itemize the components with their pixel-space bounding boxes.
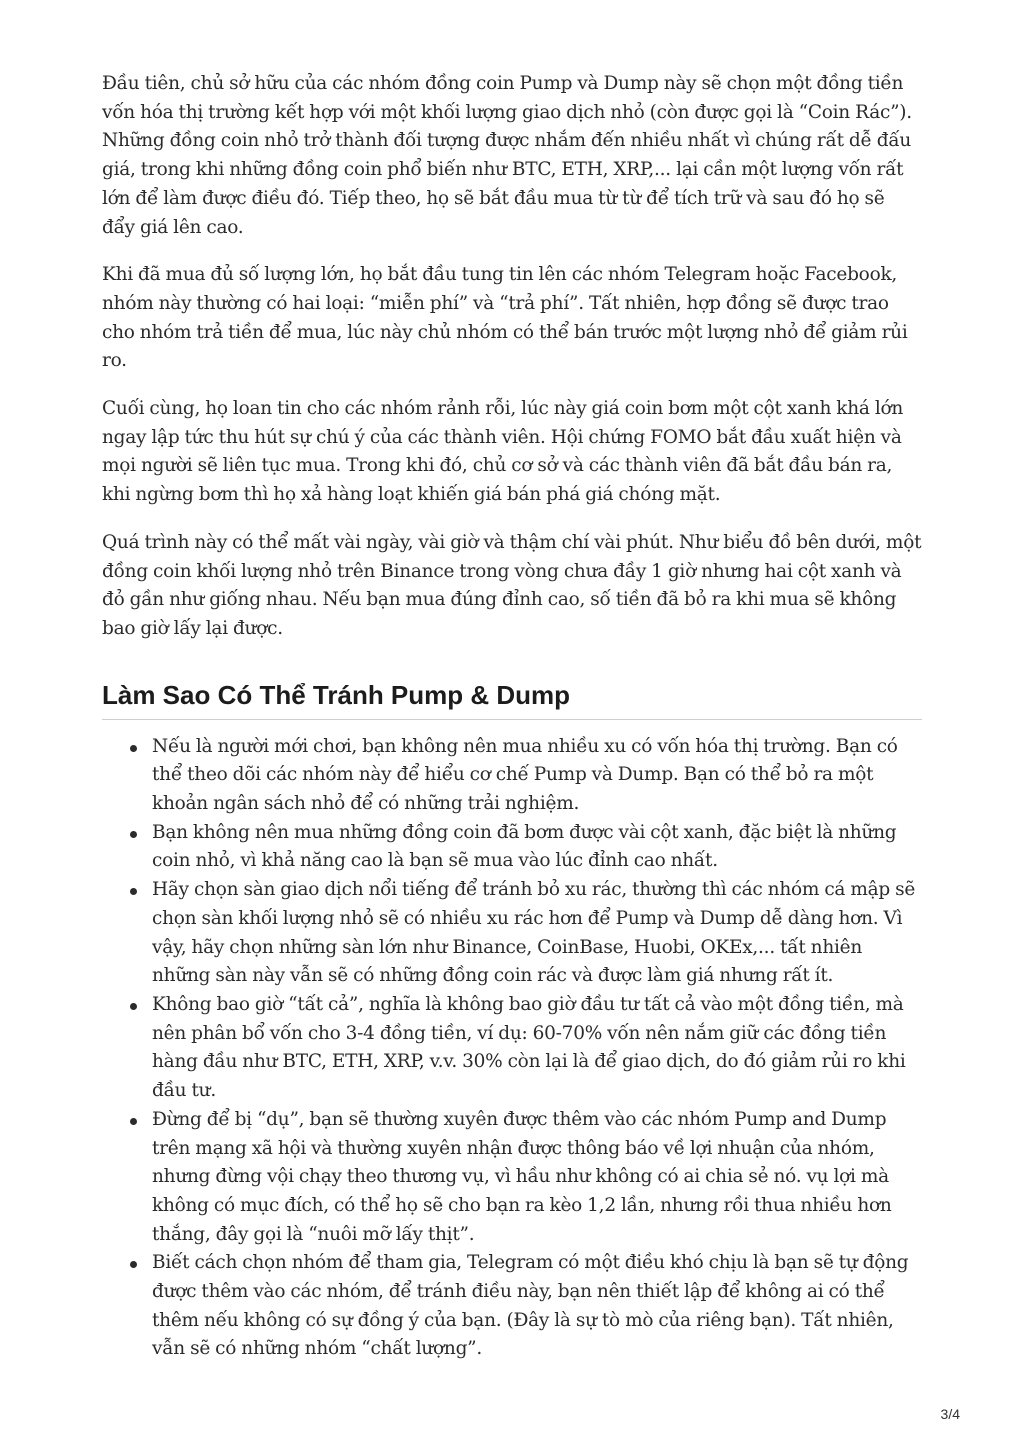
list-item-text: Nếu là người mới chơi, bạn không nên mua nhiều xu có vốn hóa thị trường. Bạn có thể theo dõi các nhóm này để hiểu cơ chế Pump và Dump. Bạn có thể bỏ ra một khoản ngân sách nhỏ để có những trải nghiệm. [152,735,898,815]
section-heading: Làm Sao Có Thể Tránh Pump & Dump [102,680,922,720]
page-number: 3/4 [940,1406,960,1422]
paragraph-1: Đầu tiên, chủ sở hữu của các nhóm đồng coin Pump và Dump này sẽ chọn một đồng tiền vốn hóa thị trường kết hợp với một khối lượng giao dịch nhỏ (còn được gọi là “Coin Rác”). Những đồng coin nhỏ trở thành đối tượng được nhắm đến nhiều nhất vì chúng rất dễ đấu giá, trong khi những đồng coin phổ biến như BTC, ETH, XRP,... lại cần một lượng vốn rất lớn để làm được điều đó. Tiếp theo, họ sẽ bắt đầu mua từ từ để tích trữ và sau đó họ sẽ đẩy giá lên cao. [102,73,912,238]
list-item [152,819,922,876]
list-item-text: Không bao giờ “tất cả”, nghĩa là không bao giờ đầu tư tất cả vào một đồng tiền, mà nên phân bổ vốn cho 3-4 đồng tiền, ví dụ: 60-70% vốn nên nắm giữ các đồng tiền hàng đầu như BTC, ETH, XRP, v.v. 30% còn lại là để giao dịch, do đó giảm rủi ro khi đầu tư. [152,993,906,1102]
bullet-icon [130,1118,137,1125]
list-item [152,876,922,991]
list-item-text: Bạn không nên mua những đồng coin đã bơm được vài cột xanh, đặc biệt là những coin nhỏ, vì khả năng cao là bạn sẽ mua vào lúc đỉnh cao nhất. [152,821,897,872]
bullet-icon [130,831,137,838]
list-item-text: Biết cách chọn nhóm để tham gia, Telegram có một điều khó chịu là bạn sẽ tự động được thêm vào các nhóm, để tránh điều này, bạn nên thiết lập để không ai có thể thêm nếu không có sự đồng ý của bạn. (Đây là sự tò mò của riêng bạn). Tất nhiên, vẫn sẽ có những nhóm “chất lượng”. [152,1252,909,1360]
document-page [102,70,922,1364]
bullet-icon [130,745,137,752]
tips-list [102,733,922,1364]
paragraph-3: Cuối cùng, họ loan tin cho các nhóm rảnh rỗi, lúc này giá coin bơm một cột xanh khá lớn ngay lập tức thu hút sự chú ý của các thành viên. Hội chứng FOMO bắt đầu xuất hiện và mọi người sẽ liên tục mua. Trong khi đó, chủ cơ sở và các thành viên đã bắt đầu bán ra, khi ngừng bơm thì họ xả hàng loạt khiến giá bán phá giá chóng mặt. [102,398,904,506]
list-item [152,1106,922,1250]
bullet-icon [130,888,137,895]
paragraph-4: Quá trình này có thể mất vài ngày, vài giờ và thậm chí vài phút. Như biểu đồ bên dưới, một đồng coin khối lượng nhỏ trên Binance trong vòng chưa đầy 1 giờ nhưng hai cột xanh và đỏ gần như giống nhau. Nếu bạn mua đúng đỉnh cao, số tiền đã bỏ ra khi mua sẽ không bao giờ lấy lại được. [102,531,922,639]
list-item-text: Hãy chọn sàn giao dịch nổi tiếng để tránh bỏ xu rác, thường thì các nhóm cá mập sẽ chọn sàn khối lượng nhỏ sẽ có nhiều xu rác hơn để Pump và Dump dễ dàng hơn. Vì vậy, hãy chọn những sàn lớn như Binance, CoinBase, Huobi, OKEx,... tất nhiên những sàn này vẫn sẽ có những đồng coin rác và được làm giá nhưng rất ít. [152,879,916,987]
list-item [152,1249,922,1364]
bullet-icon [130,1003,137,1010]
paragraph-2: Khi đã mua đủ số lượng lớn, họ bắt đầu tung tin lên các nhóm Telegram hoặc Facebook, nhóm này thường có hai loại: “miễn phí” và “trả phí”. Tất nhiên, hợp đồng sẽ được trao cho nhóm trả tiền để mua, lúc này chủ nhóm có thể bán trước một lượng nhỏ để giảm rủi ro. [102,264,908,372]
list-item-text: Đừng để bị “dụ”, bạn sẽ thường xuyên được thêm vào các nhóm Pump and Dump trên mạng xã hội và thường xuyên nhận được thông báo về lợi nhuận của nhóm, nhưng đừng vội chạy theo thương vụ, vì hầu như không có ai chia sẻ nó. vụ lợi mà không có mục đích, có thể họ sẽ cho bạn ra kèo 1,2 lần, nhưng rồi thua nhiều hơn thắng, đây gọi là “nuôi mỡ lấy thịt”. [152,1108,892,1245]
list-item [152,991,922,1106]
list-item [152,733,922,819]
bullet-icon [130,1261,137,1268]
